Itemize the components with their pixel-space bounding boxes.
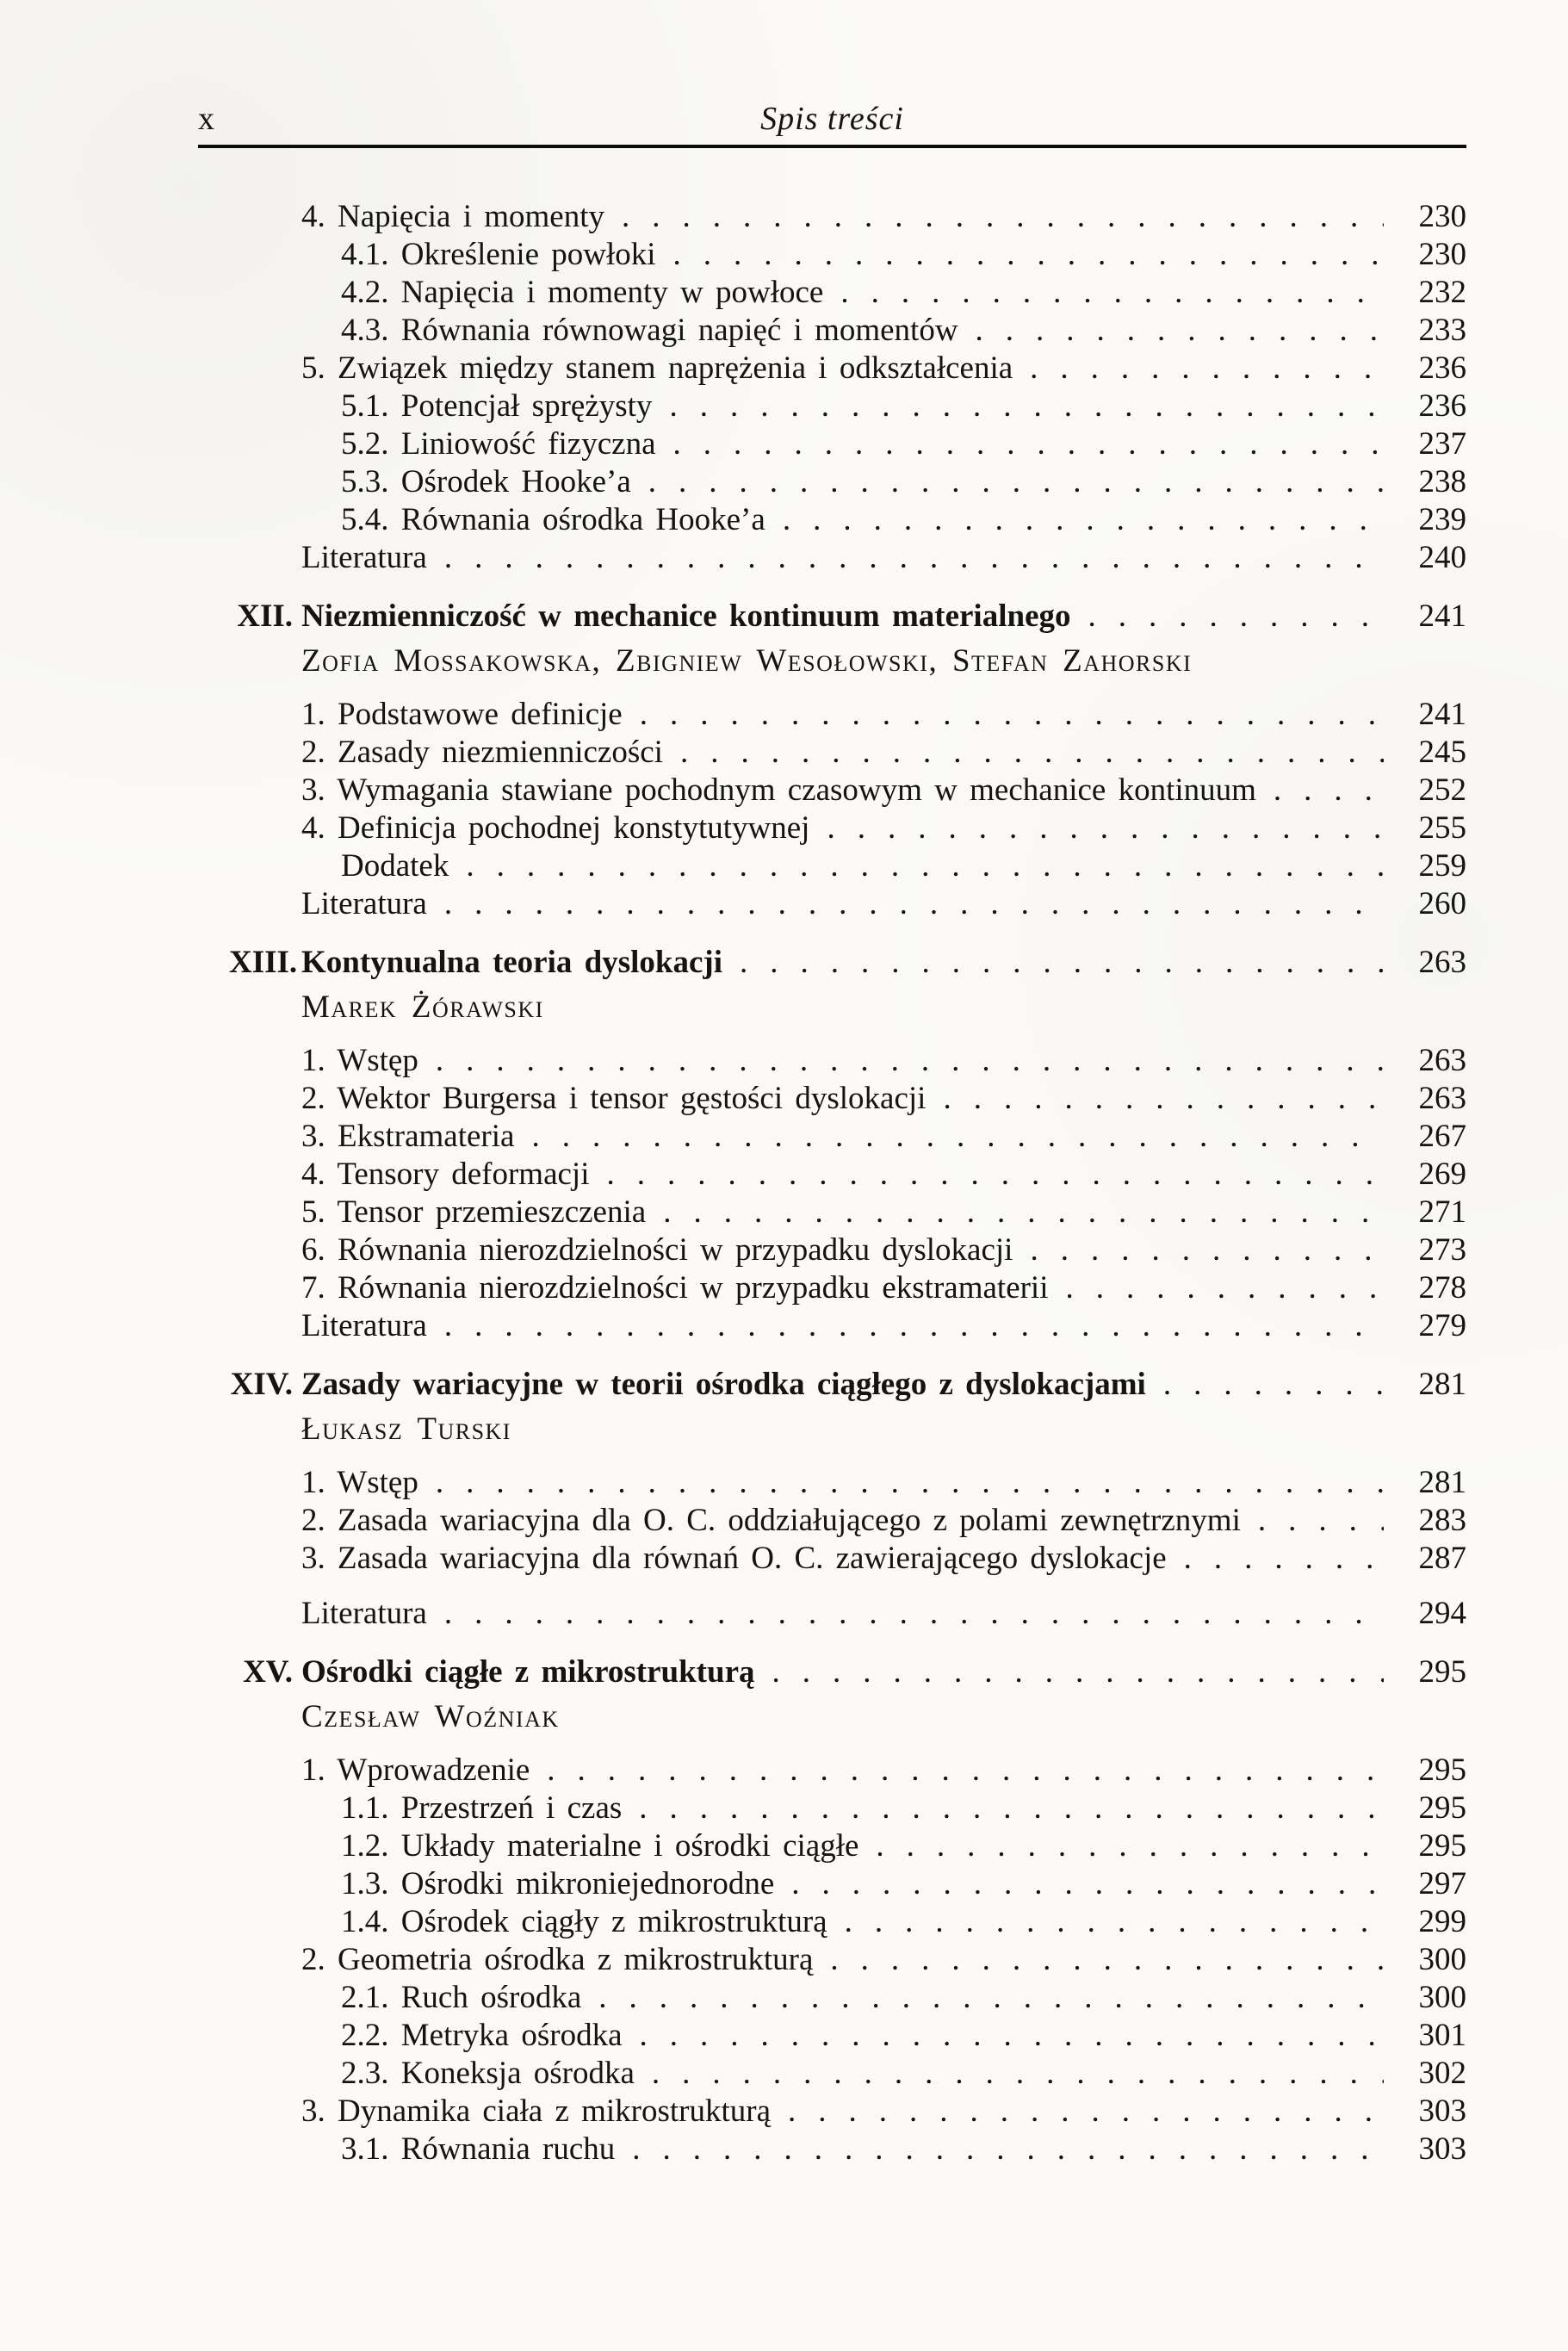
toc-row xyxy=(198,1595,1466,1633)
toc-row xyxy=(198,885,1466,923)
entry-label: 2.1. Ruch ośrodka xyxy=(341,1980,582,2015)
dot-leader xyxy=(680,734,1384,772)
dot-leader xyxy=(673,425,1385,463)
chapter-heading-row xyxy=(198,598,1466,636)
entry-page-number: 283 xyxy=(1418,1503,1466,1538)
toc-row xyxy=(198,1080,1466,1118)
entry-label: 3.1. Równania ruchu xyxy=(341,2131,616,2167)
entry-label: 2. Geometria ośrodka z mikrostrukturą xyxy=(301,1942,814,1977)
toc-row xyxy=(198,734,1466,772)
toc-row xyxy=(198,772,1466,810)
entry-page-number: 299 xyxy=(1418,1904,1466,1939)
dot-leader xyxy=(444,539,1384,577)
entry-page-number: 271 xyxy=(1418,1194,1466,1230)
dot-leader xyxy=(783,501,1384,539)
entry-page-number: 232 xyxy=(1418,275,1466,310)
toc-row xyxy=(198,1307,1466,1345)
entry-page-number: 245 xyxy=(1418,735,1466,770)
toc-row xyxy=(198,696,1466,734)
dot-leader xyxy=(663,1194,1384,1231)
toc-row xyxy=(198,312,1466,350)
dot-leader xyxy=(1066,1269,1385,1307)
entry-label: 5.2. Liniowość fizyczna xyxy=(341,426,656,462)
toc-row xyxy=(198,1979,1466,2017)
entry-page-number: 240 xyxy=(1418,540,1466,575)
toc-row xyxy=(198,1156,1466,1194)
entry-page-number: 278 xyxy=(1418,1270,1466,1306)
entry-page-number: 236 xyxy=(1418,388,1466,424)
entry-page-number: 301 xyxy=(1418,2018,1466,2053)
dot-leader xyxy=(622,198,1384,236)
toc-row xyxy=(198,1827,1466,1865)
entry-page-number: 300 xyxy=(1418,1942,1466,1977)
running-header-title: Spis treści xyxy=(760,101,904,137)
entry-page-number: 230 xyxy=(1418,199,1466,234)
chapter-block xyxy=(198,598,1466,923)
chapter-authors: Zofia Mossakowska, Zbigniew Wesołowski, Stefan Zahorski xyxy=(301,643,1193,679)
entry-page-number: 279 xyxy=(1418,1308,1466,1343)
entry-page-number: 281 xyxy=(1418,1465,1466,1500)
dot-leader xyxy=(466,847,1384,885)
toc-row xyxy=(198,1464,1466,1502)
toc-row xyxy=(198,1269,1466,1307)
entry-label: Literatura xyxy=(301,540,427,575)
chapter-entries xyxy=(198,1464,1466,1633)
dot-leader xyxy=(840,274,1384,312)
dot-leader xyxy=(788,2093,1384,2131)
entry-page-number: 297 xyxy=(1418,1866,1466,1901)
entry-label: 1. Wstęp xyxy=(301,1043,418,1078)
entry-page-number: 233 xyxy=(1418,313,1466,348)
entry-label: 2. Wektor Burgersa i tensor gęstości dyslokacji xyxy=(301,1081,927,1116)
dot-leader xyxy=(976,312,1384,350)
entry-page-number: 302 xyxy=(1418,2056,1466,2091)
toc-row xyxy=(198,350,1466,388)
dot-leader xyxy=(1030,350,1384,388)
dot-leader xyxy=(1258,1502,1384,1540)
chapter-block xyxy=(198,1366,1466,1633)
dot-leader xyxy=(444,1595,1384,1633)
entry-page-number: 252 xyxy=(1418,772,1466,808)
entry-label: Literatura xyxy=(301,1308,427,1343)
chapter-entries xyxy=(198,1042,1466,1345)
entry-label: 2.3. Koneksja ośrodka xyxy=(341,2056,635,2091)
dot-leader xyxy=(436,1464,1384,1502)
entry-page-number: 259 xyxy=(1418,848,1466,884)
toc-row xyxy=(198,501,1466,539)
entry-label: 2. Zasady niezmienniczości xyxy=(301,735,663,770)
dot-leader xyxy=(1163,1366,1384,1404)
entry-label: Literatura xyxy=(301,1596,427,1631)
dot-leader xyxy=(827,810,1384,847)
entry-label: Dodatek xyxy=(341,848,449,884)
toc-row xyxy=(198,539,1466,577)
toc xyxy=(198,198,1466,2168)
chapter-numeral: XII. xyxy=(237,599,293,634)
entry-page-number: 267 xyxy=(1418,1119,1466,1154)
dot-leader xyxy=(673,236,1384,274)
toc-row xyxy=(198,1502,1466,1540)
toc-row xyxy=(198,1752,1466,1790)
entry-page-number: 287 xyxy=(1418,1541,1466,1576)
entry-page-number: 239 xyxy=(1418,502,1466,537)
dot-leader xyxy=(830,1941,1384,1979)
entry-label: 4.2. Napięcia i momenty w powłoce xyxy=(341,275,824,310)
chapter-page-number: 241 xyxy=(1418,599,1466,634)
toc-row xyxy=(198,1194,1466,1231)
entry-label: 1.3. Ośrodki mikroniejednorodne xyxy=(341,1866,775,1901)
entry-label: 3. Wymagania stawiane pochodnym czasowym w mechanice kontinuum xyxy=(301,772,1256,808)
toc-row xyxy=(198,388,1466,425)
entry-label: 5.4. Równania ośrodka Hooke’a xyxy=(341,502,765,537)
chapter-authors: Marek Żórawski xyxy=(301,989,544,1025)
entry-label: 3. Zasada wariacyjna dla równań O. C. zawierającego dyslokacje xyxy=(301,1541,1167,1576)
dot-leader xyxy=(791,1865,1384,1903)
entry-label: 1. Wstęp xyxy=(301,1465,418,1500)
dot-leader xyxy=(648,463,1384,501)
toc-row xyxy=(198,463,1466,501)
dot-leader xyxy=(607,1156,1385,1194)
dot-leader xyxy=(943,1080,1384,1118)
chapter-page-number: 281 xyxy=(1418,1367,1466,1402)
entry-page-number: 273 xyxy=(1418,1232,1466,1268)
dot-leader xyxy=(531,1118,1384,1156)
chapter-title: Kontynualna teoria dyslokacji xyxy=(301,945,722,980)
dot-leader xyxy=(598,1979,1384,2017)
entry-label: 5. Tensor przemieszczenia xyxy=(301,1194,647,1230)
entry-label: 2. Zasada wariacyjna dla O. C. oddziałującego z polami zewnętrznymi xyxy=(301,1503,1241,1538)
toc-row xyxy=(198,1042,1466,1080)
dot-leader xyxy=(547,1752,1384,1790)
entry-label: 1.4. Ośrodek ciągły z mikrostrukturą xyxy=(341,1904,827,1939)
entry-label: 4.3. Równania równowagi napięć i momentów xyxy=(341,313,958,348)
entry-label: 4. Tensory deformacji xyxy=(301,1157,590,1192)
entry-label: 6. Równania nierozdzielności w przypadku dyslokacji xyxy=(301,1232,1013,1268)
entry-label: 2.2. Metryka ośrodka xyxy=(341,2018,623,2053)
entry-page-number: 238 xyxy=(1418,464,1466,499)
toc-row xyxy=(198,1941,1466,1979)
dot-leader xyxy=(632,2131,1384,2168)
chapter-numeral: XIII. xyxy=(229,945,298,980)
chapter-heading-row xyxy=(198,944,1466,982)
chapter-numeral: XIV. xyxy=(230,1367,293,1402)
chapter-entries xyxy=(198,1752,1466,2168)
toc-row xyxy=(198,2017,1466,2055)
entry-page-number: 295 xyxy=(1418,1828,1466,1864)
entry-label: 1.2. Układy materialne i ośrodki ciągłe xyxy=(341,1828,859,1864)
toc-row xyxy=(198,1903,1466,1941)
chapter-page-number: 263 xyxy=(1418,945,1466,980)
toc-row xyxy=(198,236,1466,274)
entry-label: 1.1. Przestrzeń i czas xyxy=(341,1790,623,1826)
dot-leader xyxy=(640,696,1384,734)
toc-row xyxy=(198,1865,1466,1903)
entry-page-number: 241 xyxy=(1418,697,1466,732)
chapter-block xyxy=(198,944,1466,1345)
entry-label: 3. Dynamika ciała z mikrostrukturą xyxy=(301,2094,772,2129)
chapter-entries xyxy=(198,696,1466,923)
chapter-block xyxy=(198,1653,1466,2168)
dot-leader xyxy=(639,1790,1384,1827)
entry-label: 3. Ekstramateria xyxy=(301,1119,515,1154)
toc-row xyxy=(198,1790,1466,1827)
entry-page-number: 263 xyxy=(1418,1081,1466,1116)
entry-label: 4. Napięcia i momenty xyxy=(301,199,605,234)
toc-row xyxy=(198,810,1466,847)
dot-leader xyxy=(444,885,1384,923)
entry-label: 1. Wprowadzenie xyxy=(301,1752,530,1788)
entry-page-number: 294 xyxy=(1418,1596,1466,1631)
toc-row xyxy=(198,1118,1466,1156)
entry-label: 4.1. Określenie powłoki xyxy=(341,237,656,272)
chapter-title: Niezmienniczość w mechanice kontinuum materialnego xyxy=(301,599,1071,634)
entry-page-number: 269 xyxy=(1418,1157,1466,1192)
entry-label: 7. Równania nierozdzielności w przypadku ekstramaterii xyxy=(301,1270,1049,1306)
chapter-authors: Łukasz Turski xyxy=(301,1411,511,1447)
toc-row xyxy=(198,2131,1466,2168)
toc-row xyxy=(198,425,1466,463)
page-header xyxy=(198,100,1466,138)
entry-page-number: 300 xyxy=(1418,1980,1466,2015)
toc-row xyxy=(198,2055,1466,2093)
dot-leader xyxy=(652,2055,1384,2093)
header-rule xyxy=(198,145,1466,148)
dot-leader xyxy=(669,388,1384,425)
dot-leader xyxy=(444,1307,1384,1345)
toc-row xyxy=(198,198,1466,236)
entry-page-number: 303 xyxy=(1418,2094,1466,2129)
entry-page-number: 236 xyxy=(1418,350,1466,386)
chapter-heading-row xyxy=(198,1653,1466,1691)
entry-label: 5. Związek między stanem naprężenia i odkształcenia xyxy=(301,350,1013,386)
entry-label: 5.1. Potencjał sprężysty xyxy=(341,388,653,424)
dot-leader xyxy=(772,1653,1385,1691)
chapter-title: Zasady wariacyjne w teorii ośrodka ciągłego z dyslokacjami xyxy=(301,1367,1146,1402)
toc-row xyxy=(198,274,1466,312)
dot-leader xyxy=(640,2017,1385,2055)
entry-page-number: 295 xyxy=(1418,1790,1466,1826)
toc-row xyxy=(198,2093,1466,2131)
entry-page-number: 255 xyxy=(1418,810,1466,846)
dot-leader xyxy=(1274,772,1384,810)
toc-row xyxy=(198,847,1466,885)
entry-label: 4. Definicja pochodnej konstytutywnej xyxy=(301,810,810,846)
entry-label: Literatura xyxy=(301,886,427,921)
dot-leader xyxy=(1184,1540,1384,1578)
chapter-numeral: XV. xyxy=(243,1654,293,1690)
chapter-authors: Czesław Woźniak xyxy=(301,1699,560,1734)
entry-page-number: 260 xyxy=(1418,886,1466,921)
page-number-marker: x xyxy=(198,101,214,137)
dot-leader xyxy=(845,1903,1384,1941)
entry-page-number: 237 xyxy=(1418,426,1466,462)
entry-page-number: 263 xyxy=(1418,1043,1466,1078)
entry-page-number: 303 xyxy=(1418,2131,1466,2167)
dot-leader xyxy=(876,1827,1384,1865)
entry-page-number: 230 xyxy=(1418,237,1466,272)
toc-row xyxy=(198,1540,1466,1578)
dot-leader xyxy=(1030,1231,1384,1269)
dot-leader xyxy=(1088,598,1385,636)
chapter-title: Ośrodki ciągłe z mikrostrukturą xyxy=(301,1654,755,1690)
dot-leader xyxy=(740,944,1384,982)
chapter-heading-row xyxy=(198,1366,1466,1404)
entry-page-number: 295 xyxy=(1418,1752,1466,1788)
chapter-page-number: 295 xyxy=(1418,1654,1466,1690)
entry-label: 1. Podstawowe definicje xyxy=(301,697,623,732)
dot-leader xyxy=(436,1042,1384,1080)
entry-label: 5.3. Ośrodek Hooke’a xyxy=(341,464,631,499)
toc-row xyxy=(198,1231,1466,1269)
